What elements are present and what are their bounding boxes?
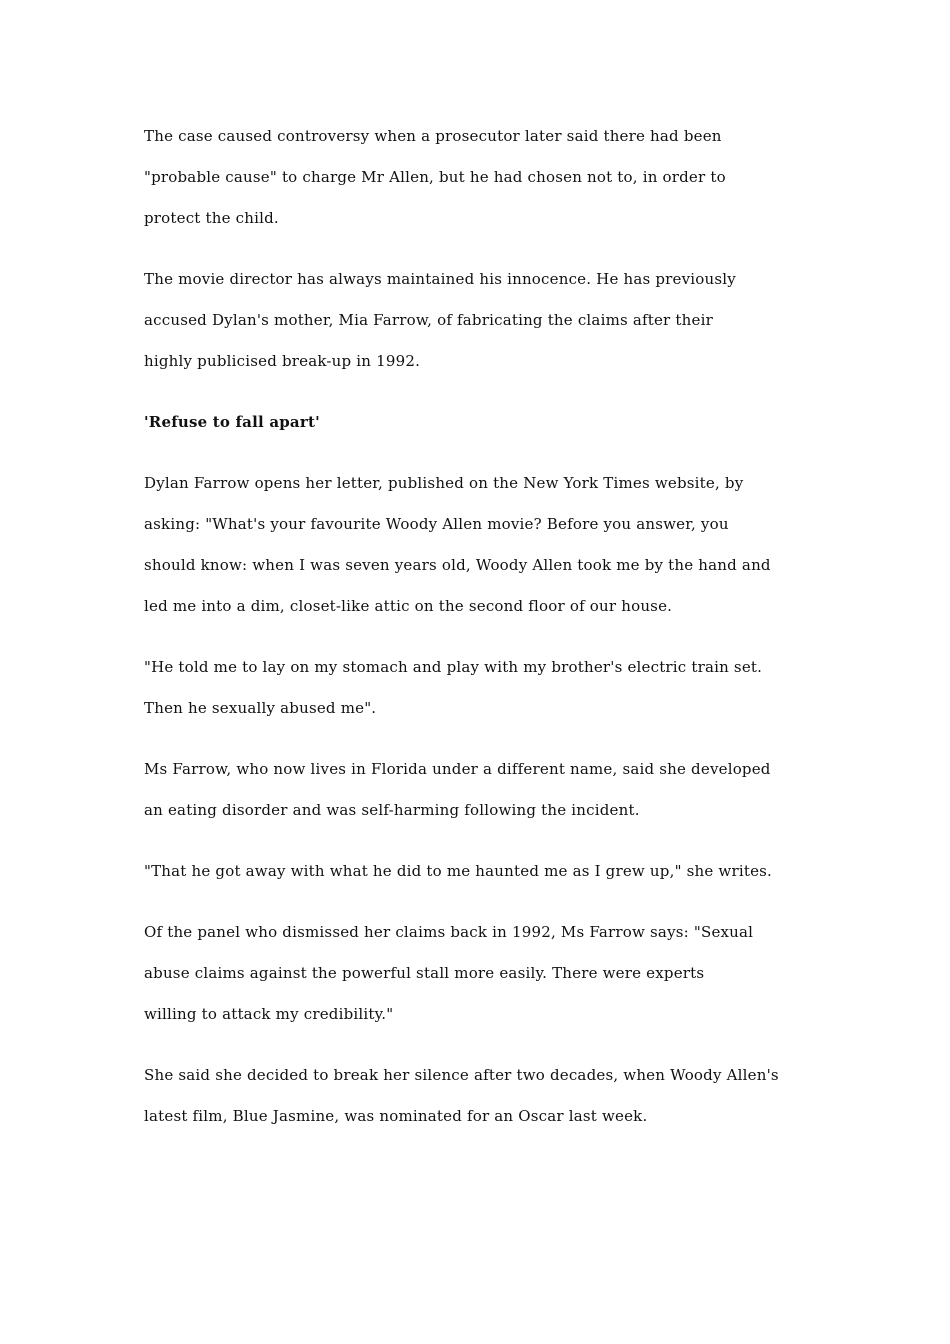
- article-body: [144, 116, 824, 1157]
- text-line: should know: when I was seven years old, Woody Allen took me by the hand and: [144, 556, 771, 574]
- text-line: latest film, Blue Jasmine, was nominated for an Oscar last week.: [144, 1107, 648, 1125]
- text-line: Dylan Farrow opens her letter, published on the New York Times website, by: [144, 474, 744, 492]
- text-line: asking: "What's your favourite Woody Allen movie? Before you answer, you: [144, 515, 729, 533]
- paragraph-haunted: [144, 851, 824, 892]
- text-line: Ms Farrow, who now lives in Florida under a different name, said she developed: [144, 760, 771, 778]
- text-line: The movie director has always maintained his innocence. He has previously: [144, 270, 736, 288]
- text-line: abuse claims against the powerful stall more easily. There were experts: [144, 964, 705, 982]
- text-line: accused Dylan's mother, Mia Farrow, of fabricating the claims after their: [144, 311, 713, 329]
- text-line: "probable cause" to charge Mr Allen, but he had chosen not to, in order to: [144, 168, 726, 186]
- text-line: willing to attack my credibility.": [144, 1005, 394, 1023]
- paragraph-panel: [144, 912, 824, 1035]
- text-line: led me into a dim, closet-like attic on the second floor of our house.: [144, 597, 673, 615]
- text-line: an eating disorder and was self-harming following the incident.: [144, 801, 640, 819]
- text-line: "That he got away with what he did to me haunted me as I grew up," she writes.: [144, 862, 773, 880]
- text-line: She said she decided to break her silence after two decades, when Woody Allen's: [144, 1066, 779, 1084]
- text-line: The case caused controversy when a prosecutor later said there had been: [144, 127, 722, 145]
- text-line: Then he sexually abused me".: [144, 699, 377, 717]
- text-line: highly publicised break-up in 1992.: [144, 352, 421, 370]
- text-line: protect the child.: [144, 209, 279, 227]
- paragraph-florida: [144, 749, 824, 831]
- section-heading: 'Refuse to fall apart': [144, 413, 320, 431]
- paragraph-silence: [144, 1055, 824, 1137]
- paragraph-prosecutor: [144, 116, 824, 239]
- text-line: Of the panel who dismissed her claims back in 1992, Ms Farrow says: "Sexual: [144, 923, 754, 941]
- paragraph-letter: [144, 463, 824, 627]
- paragraph-innocence: [144, 259, 824, 382]
- text-line: "He told me to lay on my stomach and play with my brother's electric train set.: [144, 658, 763, 676]
- paragraph-quote: [144, 647, 824, 729]
